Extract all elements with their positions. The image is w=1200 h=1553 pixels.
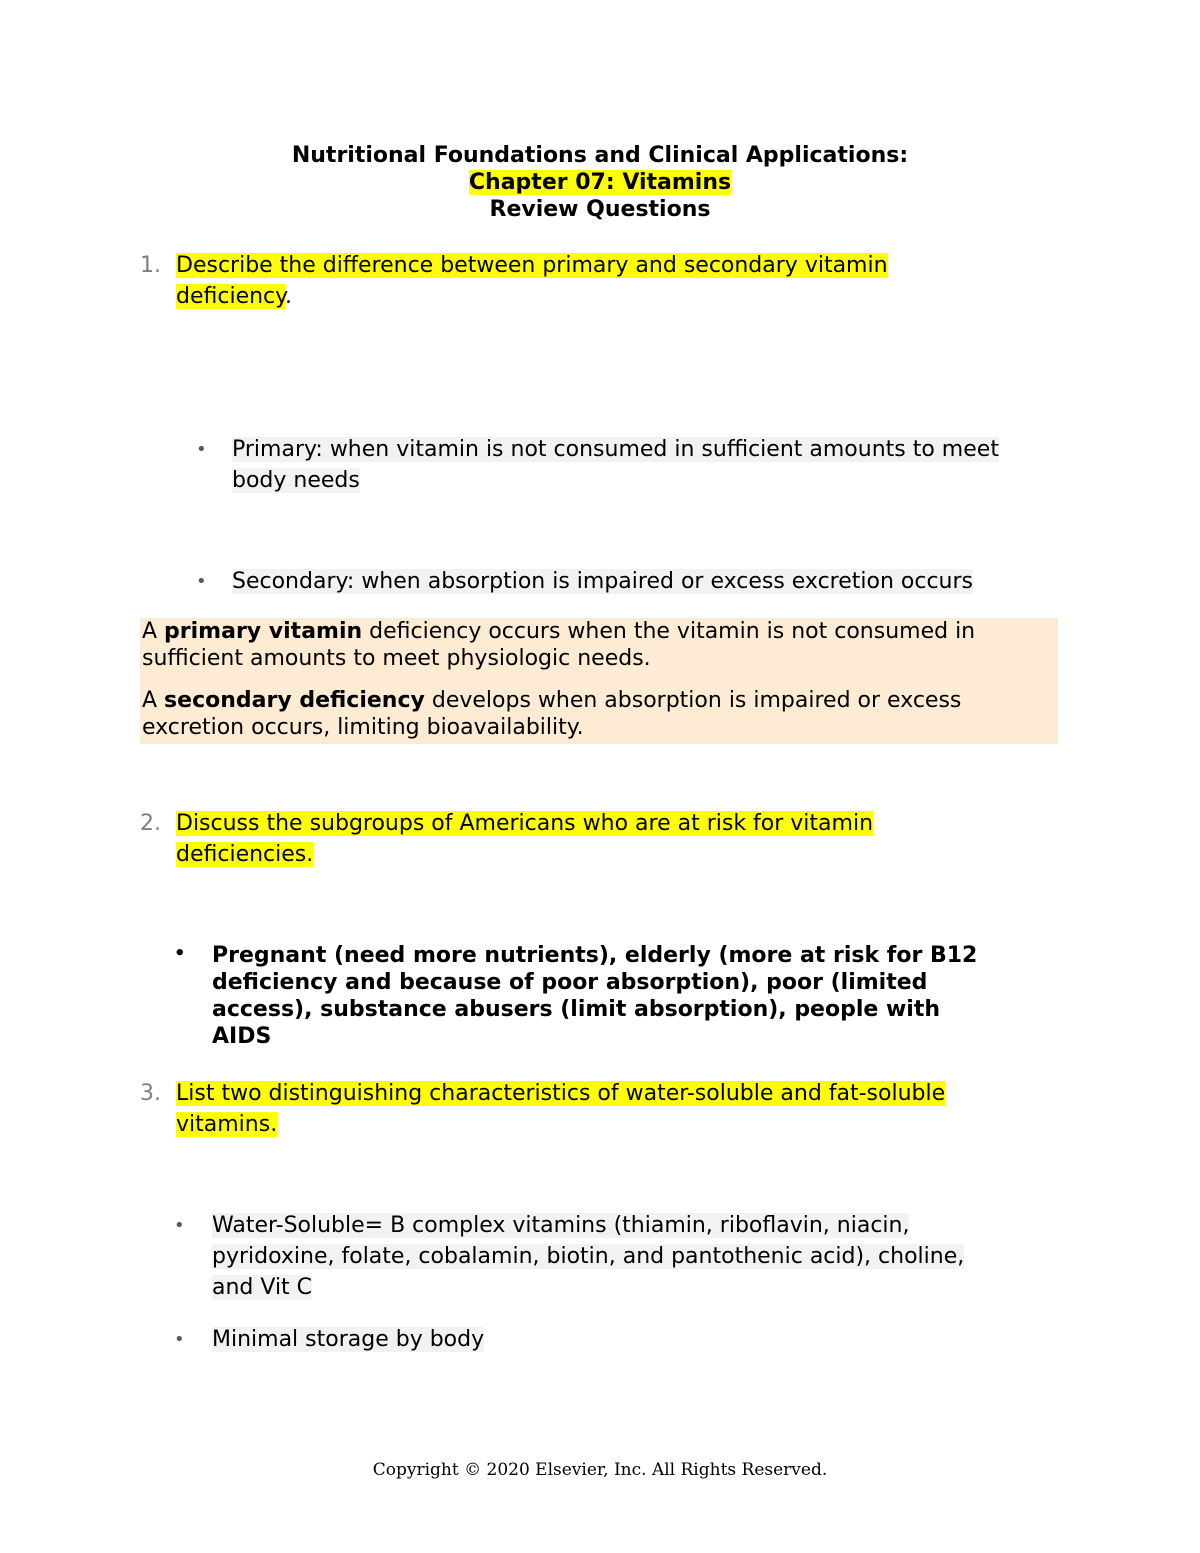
question-number: 2. [140, 811, 161, 836]
document-header [0, 142, 1200, 223]
section-title: Review Questions [489, 197, 711, 222]
question-line: vitamins. [176, 1112, 278, 1137]
answer-box [140, 618, 1058, 744]
copyright-footer: Copyright © 2020 Elsevier, Inc. All Rights Reserved. [372, 1460, 828, 1480]
question-1 [140, 250, 1060, 314]
list-item-text: body needs [232, 468, 360, 493]
question-text [176, 808, 976, 870]
list-item-text: Secondary: when absorption is impaired or excess excretion occurs [232, 569, 973, 594]
bullet-icon: • [196, 439, 207, 460]
term-primary-vitamin: primary vitamin [164, 619, 363, 644]
book-title: Nutritional Foundations and Clinical Applications: [291, 143, 909, 168]
bullet-icon: • [196, 571, 207, 592]
list-item-text: Water-Soluble= B complex vitamins (thiamin, riboflavin, niacin, [212, 1213, 910, 1238]
question-line: Describe the difference between primary and secondary vitamin [176, 253, 888, 278]
term-secondary-deficiency: secondary deficiency [164, 688, 425, 713]
question-number: 3. [140, 1081, 161, 1106]
bullet-icon: • [174, 1329, 185, 1350]
list-item-text: Primary: when vitamin is not consumed in sufficient amounts to meet [232, 437, 999, 462]
question-line: deficiencies. [176, 842, 314, 867]
question-2 [140, 808, 1060, 872]
question-line: deficiency [176, 284, 286, 309]
question-line: List two distinguishing characteristics of water-soluble and fat-soluble [176, 1081, 946, 1106]
question-3 [140, 1078, 1060, 1142]
list-item-text: access), substance abusers (limit absorption), people with [212, 997, 941, 1022]
bullet-icon: • [174, 1215, 185, 1236]
list-item-text: pyridoxine, folate, cobalamin, biotin, and pantothenic acid), choline, [212, 1244, 965, 1269]
question-text [176, 1078, 1046, 1140]
list-item-text: Pregnant (need more nutrients), elderly (more at risk for B12 [212, 943, 978, 968]
list-item-text: AIDS [212, 1024, 272, 1049]
bullet-icon: • [174, 943, 186, 964]
question-number: 1. [140, 253, 161, 278]
list-item-text: Minimal storage by body [212, 1327, 485, 1352]
question-text [176, 250, 976, 312]
answer-secondary: A secondary deficiency develops when absorption is impaired or excess excretion occurs, limiting bioavailability. [142, 688, 962, 740]
question-line-suffix: . [285, 284, 293, 309]
question-line: Discuss the subgroups of Americans who are at risk for vitamin [176, 811, 874, 836]
list-item-text: and Vit C [212, 1275, 313, 1300]
answer-primary: A primary vitamin deficiency occurs when the vitamin is not consumed in sufficient amounts to meet physiologic needs. [142, 619, 976, 671]
chapter-title: Chapter 07: Vitamins [468, 170, 732, 195]
list-item-text: deficiency and because of poor absorption), poor (limited [212, 970, 928, 995]
